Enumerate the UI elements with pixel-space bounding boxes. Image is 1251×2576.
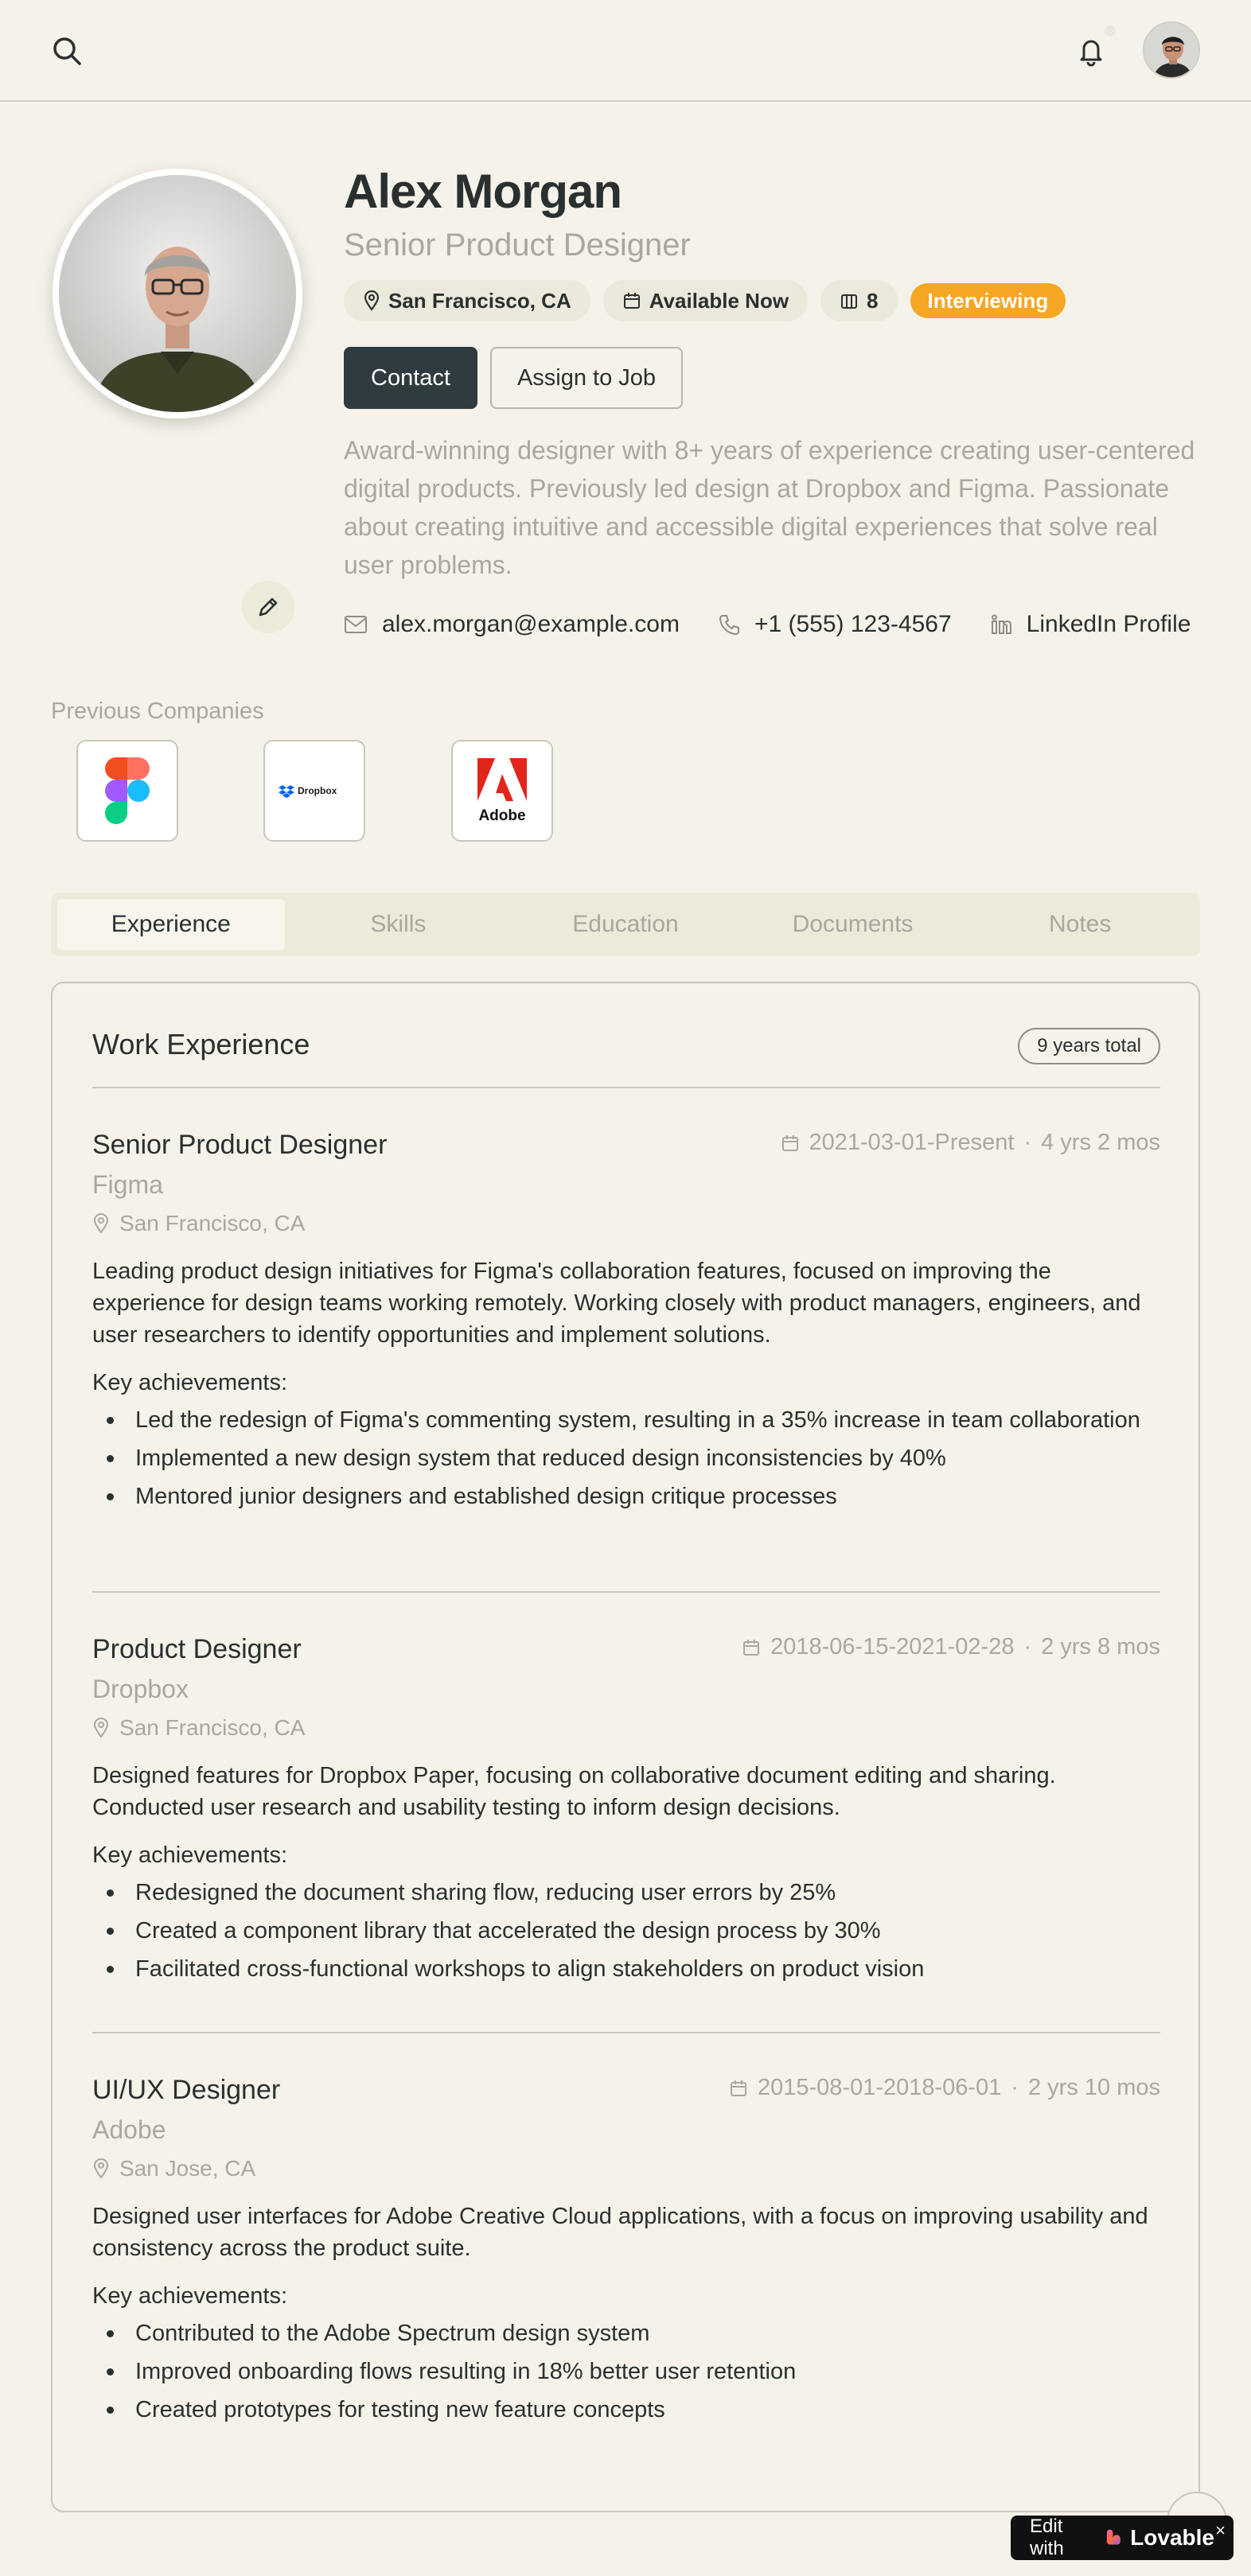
location-chip xyxy=(344,280,590,321)
job-description: Designed user interfaces for Adobe Creative Cloud applications, with a focus on improving usability and consistency across the product suite. xyxy=(92,2204,1148,2261)
status-badge: Interviewing xyxy=(910,283,1066,318)
job-company: Figma xyxy=(92,1170,163,1199)
job-description: Leading product design initiatives for Figma's collaboration features, focused on improving the experience for design teams working remotely. Working closely with product managers, engineers, and user researchers to identify opportunities and implement solutions. xyxy=(92,1259,1141,1348)
figma-logo xyxy=(105,757,150,824)
location-label: San Francisco, CA xyxy=(388,288,571,313)
achievement-item: Implemented a new design system that reduced design inconsistencies by 40% xyxy=(92,1442,1160,1474)
profile-photo xyxy=(53,169,302,418)
tab-skills[interactable]: Skills xyxy=(370,911,427,937)
job-entry xyxy=(92,2075,1160,2432)
map-pin-icon xyxy=(92,2158,110,2179)
map-pin-icon xyxy=(363,290,380,311)
badge-prefix: Edit with xyxy=(1030,2516,1064,2559)
job-company: Adobe xyxy=(92,2115,166,2144)
phone-icon xyxy=(718,613,740,636)
achievement-item: Contributed to the Adobe Spectrum design system xyxy=(92,2317,1160,2349)
job-location xyxy=(92,2156,1160,2181)
achievement-item: Created prototypes for testing new feature concepts xyxy=(92,2394,1160,2426)
job-company: Dropbox xyxy=(92,1675,189,1703)
contact-info xyxy=(344,611,1191,638)
job-date-range: 2015-08-01-2018-06-01 xyxy=(757,2075,1002,2100)
availability-label: Available Now xyxy=(649,288,789,313)
company-logo-adobe[interactable] xyxy=(451,740,553,842)
contact-button[interactable]: Contact xyxy=(344,347,477,409)
job-location-text: San Jose, CA xyxy=(119,2156,256,2181)
profile-actions xyxy=(344,347,683,409)
search-icon[interactable] xyxy=(51,35,83,67)
achievements-label: Key achievements: xyxy=(92,2283,288,2309)
achievement-item: Redesigned the document sharing flow, reducing user errors by 25% xyxy=(92,1877,1160,1909)
svg-text:Dropbox: Dropbox xyxy=(298,785,337,796)
projects-count: 8 xyxy=(867,288,879,313)
calendar-icon xyxy=(729,2079,748,2098)
assign-to-job-button[interactable]: Assign to Job xyxy=(490,347,683,409)
job-dates xyxy=(742,1634,1160,1660)
achievement-item: Facilitated cross-functional workshops to align stakeholders on product vision xyxy=(92,1953,1160,1985)
achievement-item: Improved onboarding flows resulting in 18% better user retention xyxy=(92,2356,1160,2387)
company-logo-figma[interactable] xyxy=(76,740,178,842)
job-duration: 4 yrs 2 mos xyxy=(1041,1130,1160,1155)
mail-icon xyxy=(344,615,368,634)
phone-text: +1 (555) 123-4567 xyxy=(754,611,952,637)
candidate-title: Senior Product Designer xyxy=(344,228,691,263)
email-text: alex.morgan@example.com xyxy=(382,611,680,637)
separator-dot: · xyxy=(1011,2075,1019,2100)
achievements-label: Key achievements: xyxy=(92,1843,288,1868)
separator-dot: · xyxy=(1023,1634,1032,1660)
job-date-range: 2021-03-01-Present xyxy=(809,1130,1015,1155)
svg-text:Adobe: Adobe xyxy=(478,807,526,824)
job-duration: 2 yrs 8 mos xyxy=(1041,1634,1160,1660)
job-dates xyxy=(729,2075,1160,2101)
edit-photo-button[interactable] xyxy=(242,581,294,633)
profile-tabs xyxy=(51,893,1200,956)
bell-icon[interactable] xyxy=(1076,35,1106,67)
lovable-heart-icon xyxy=(1105,2529,1122,2547)
job-description: Designed features for Dropbox Paper, focusing on collaborative document editing and sharing. Conducted user research and usability testing to inform design decisions. xyxy=(92,1763,1056,1820)
job-entry xyxy=(92,1634,1160,1991)
projects-chip xyxy=(820,280,897,321)
achievement-item: Led the redesign of Figma's commenting system, resulting in a 35% increase in team collaboration xyxy=(92,1404,1160,1436)
company-logo-dropbox[interactable] xyxy=(263,740,365,842)
job-entry xyxy=(92,1130,1160,1519)
linkedin-text: LinkedIn Profile xyxy=(1026,611,1191,637)
candidate-name: Alex Morgan xyxy=(344,165,622,218)
job-location xyxy=(92,1211,1160,1236)
badge-brand: Lovable xyxy=(1130,2525,1214,2550)
notification-dot xyxy=(1105,25,1116,37)
achievement-item: Mentored junior designers and established design critique processes xyxy=(92,1481,1160,1512)
linkedin-icon xyxy=(990,613,1012,636)
job-title: Product Designer xyxy=(92,1634,302,1664)
job-duration: 2 yrs 10 mos xyxy=(1028,2075,1160,2100)
job-location-text: San Francisco, CA xyxy=(119,1211,306,1235)
job-date-range: 2018-06-15-2021-02-28 xyxy=(770,1634,1015,1660)
job-title: Senior Product Designer xyxy=(92,1130,388,1160)
achievements-label: Key achievements: xyxy=(92,1370,288,1395)
map-pin-icon xyxy=(92,1718,110,1738)
tab-documents[interactable]: Documents xyxy=(792,911,914,937)
tab-notes[interactable]: Notes xyxy=(1048,911,1112,937)
job-dates xyxy=(781,1130,1161,1156)
user-avatar[interactable] xyxy=(1143,21,1200,79)
pencil-icon xyxy=(256,595,280,619)
close-icon[interactable]: × xyxy=(1215,2520,1226,2540)
job-location-text: San Francisco, CA xyxy=(119,1715,306,1740)
dropbox-logo xyxy=(279,781,350,800)
achievements-list xyxy=(92,2317,1160,2426)
achievement-item: Created a component library that accelerated the design process by 30% xyxy=(92,1915,1160,1947)
edit-with-lovable-badge[interactable] xyxy=(1011,2516,1233,2560)
tab-education[interactable]: Education xyxy=(572,911,679,937)
tab-experience[interactable]: Experience xyxy=(57,899,285,950)
top-bar xyxy=(0,0,1251,102)
achievements-list xyxy=(92,1404,1160,1512)
calendar-icon xyxy=(742,1638,761,1657)
job-location xyxy=(92,1715,1160,1741)
divider xyxy=(92,1087,1160,1088)
previous-companies-label: Previous Companies xyxy=(51,698,264,724)
work-experience-card xyxy=(51,982,1200,2512)
calendar-icon xyxy=(622,291,641,310)
divider xyxy=(92,2032,1160,2033)
email-link[interactable] xyxy=(344,611,680,638)
linkedin-link[interactable] xyxy=(990,611,1191,638)
divider xyxy=(92,1591,1160,1593)
calendar-icon xyxy=(781,1134,800,1153)
achievements-list xyxy=(92,1877,1160,1985)
map-pin-icon xyxy=(92,1213,110,1234)
adobe-logo xyxy=(474,755,530,827)
experience-total-badge: 9 years total xyxy=(1018,1028,1160,1064)
building-icon xyxy=(840,291,859,310)
work-experience-title: Work Experience xyxy=(92,1028,310,1060)
separator-dot: · xyxy=(1023,1130,1032,1155)
availability-chip xyxy=(603,280,808,321)
job-title: UI/UX Designer xyxy=(92,2075,281,2105)
profile-chips xyxy=(344,280,1066,321)
candidate-bio: Award-winning designer with 8+ years of experience creating user-centered digital products. Previously led design at Dropbox and Figma. Passionate about creating intuitive and accessible digital experiences that solve real user problems. xyxy=(344,436,1195,579)
phone-link[interactable] xyxy=(718,611,952,638)
